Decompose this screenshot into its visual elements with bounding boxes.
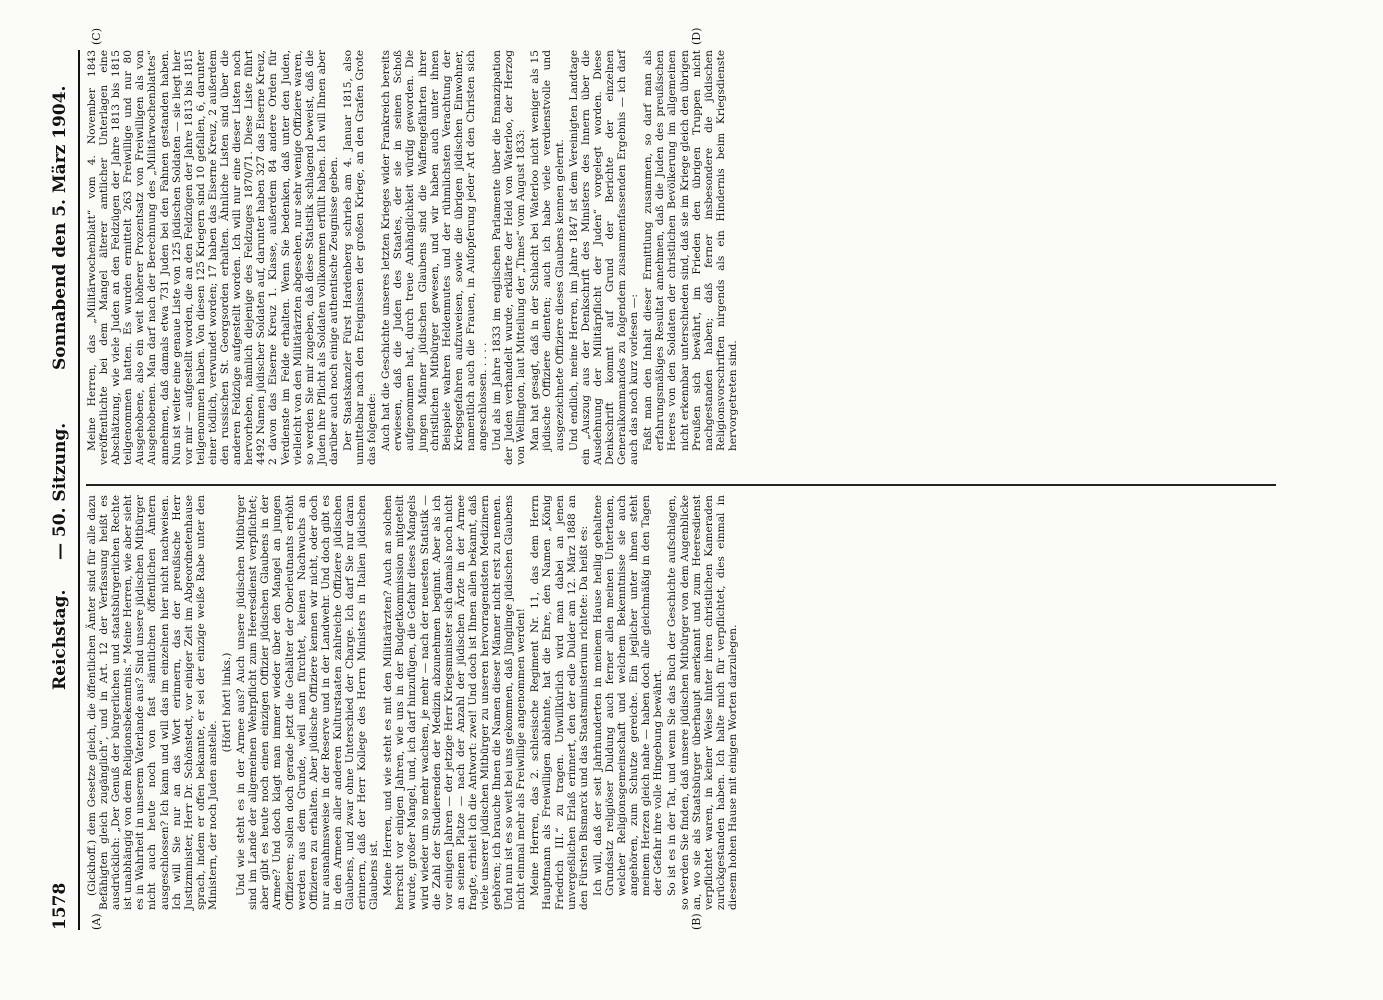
header-session: — 50. Sitzung. [50, 422, 70, 560]
paragraph: Der Staatskanzler Fürst Hardenberg schrieb am 4. Januar 1815, also unmittelbar nach den Ereignissen der großen Kriege, an den Grafen Grote das folgende: [341, 50, 379, 465]
paragraph: Meine Herren, und wie steht es mit den Militärärzten? Auch an solchen herrscht vor einigen Jahren, wie uns in der Budgetkommission mitgeteilt wurde, großer Mangel, und, ich darf hinzufügen, die Gefahr dieses Mangels wird wieder um so mehr wachsen, je mehr — nach der neuesten Statistik — die Zahl der Studierenden der Medizin abzunehmen beginnt. Aber als ich vor einigen Jahren — der jetzige Herr Kriegsminister sich damals noch nicht an seinem Platze — nach der Anzahl der jüdischen Ärzte in der Armee fragte, erhielt ich die Antwort: zwei! Und doch ist Ihnen allen bekannt, daß viele unserer jüdischen Mitbürger zu unseren hervorragendsten Medizinern gehören; ich brauche Ihnen die Namen dieser Männer nicht erst zu nennen. Und nun ist es so weit bei uns gekommen, daß Jünglinge jüdischen Glaubens nicht einmal mehr als Freiwillige angenommen werden! [382, 495, 528, 910]
interjection: (Hört! hört! links.) [221, 652, 234, 753]
quotation: Man hat gesagt, daß in der Schlacht bei Waterloo nicht weniger als 15 jüdische Offiziere dienten; auch ich habe viele verdienstvolle und ausgezeichnete Offiziere dieses Glaubens kennen gelernt. [529, 50, 566, 451]
column-divider [86, 484, 1276, 486]
header-body: Reichstag. [50, 589, 70, 690]
quotation: Auch hat die Geschichte unseres letzten Krieges wider Frankreich bereits erwiesen, daß die Juden des Staates, der sie in seinen Schoß aufgenommen hat, durch treue Anhänglichkeit würdig geworden. Die jungen Männer jüdischen Glaubens sind die Waffengefährten ihrer christlichen Mitbürger gewesen, und wir haben auch unter ihnen Beispiele wahren Heldenmutes und der rühmlichsten Verachtung der Kriegsgefahren aufzuweisen, sowie die übrigen jüdischen Einwohner, namentlich auch die Frauen, in Aufopferung jeder Art den Christen sich angeschlossen. . . . . [380, 50, 489, 451]
page-header [50, 50, 74, 930]
margin-mark-a: (A) [90, 913, 103, 930]
right-column [86, 50, 741, 465]
paragraph: (Gickhoff.) dem Gesetze gleich, die öffentlichen Ämter sind für alle dazu Befähigten gleich zugänglich“, und in Art. 12 der Verfassung heißt es ausdrücklich: „Der Genuß der bürgerlichen und staatsbürgerlichen Rechte ist unabhängig von dem Religionsbekenntnis.“ Meine Herren, wie aber sieht es in Wahrheit in unserem Vaterlande aus? Sind unsere jüdischen Mitbürger nicht auch heute noch von fast sämtlichen öffentlichen Ämtern ausgeschlossen? Ich kann und will das im einzelnen hier nicht nachweisen. Ich will Sie nur an das Wort erinnern, das der preußische Herr Justizminister, Herr Dr. Schönstedt, vor einiger Zeit im Abgeordnetenhause sprach, indem er offen bekannte, er sei der einzige weiße Rabe unter den Ministern, der noch Juden anstelle. [86, 495, 219, 910]
margin-mark-c: (C) [90, 28, 103, 45]
paragraph: So ist es in der Tat, und wenn Sie das Buch der Geschichte aufschlagen, so werden Sie finden, daß unsere jüdischen Mitbürger von dem Augenblicke an, wo sie als Staatsbürger überhaupt anerkannt und zum Heeresdienst verpflichtet waren, in keiner Weise hinter ihren christlichen Kameraden zurückgestanden haben. Ich halte mich für verpflichtet, dies einmal in diesem hohen Hause mit einigen Worten darzulegen. [666, 495, 739, 910]
quotation: Faßt man den Inhalt dieser Ermittlung zusammen, so darf man als erfahrungsmäßiges Resultat annehmen, daß die Juden des preußischen Heeres von den Soldaten der christlichen Bevölkerung im allgemeinen nicht erkennbar unterschieden sind, daß sie im Kriege gleich den übrigen Preußen sich bewährt, im Frieden den übrigen Truppen nicht nachgestanden haben; daß ferner insbesondere die jüdischen Religionsvorschriften nirgends als ein Hindernis beim Kriegsdienste hervorgetreten sind. [642, 50, 739, 451]
paragraph: Und als im Jahre 1833 im englischen Parlamente über die Emanzipation der Juden verhandelt wurde, erklärte der Held von Waterloo, der Herzog von Wellington, laut Mitteilung der „Times“ vom August 1833: [491, 50, 528, 465]
paragraph: Meine Herren, das „Militärwochenblatt“ vom 4. November 1843 veröffentlichte bei dem Mangel älterer amtlicher Unterlagen eine Abschätzung, wie viele Juden an den Feldzügen der Jahre 1813 bis 1815 teilgenommen hatten. Es wurden ermittelt 263 Freiwillige und nur 80 Ausgehobene, also ein weit höherer Prozentsatz von Freiwilligen als von Ausgehobenen. Man darf nach der Berechnung des „Militärwochenblattes“ annehmen, daß damals etwa 731 Juden bei den Fahnen gestanden haben. Nun ist weiter eine genaue Liste von 125 jüdischen Soldaten — sie liegt hier vor mir — aufgestellt worden, die an den Feldzügen der Jahre 1813 bis 1815 teilgenommen haben. Von diesen 125 Kriegern sind 10 gefallen, 6, darunter einer tödlich, verwundet worden; 17 haben das Eiserne Kreuz, 2 außerdem den russischen St. Georgsorden erhalten. Ähnliche Listen sind über die anderen Feldzüge aufgestellt worden. Ich will nur eine dieser Listen noch hervorheben, nämlich diejenige des Feldzuges 1870/71. Diese Liste führt 4492 Namen jüdischer Soldaten auf, darunter haben 327 das Eiserne Kreuz, 2 davon das Eiserne Kreuz 1. Klasse, außerdem 84 andere Orden für Verdienste im Felde erhalten. Wenn Sie bedenken, daß unter den Juden, vielleicht von den Militärärzten abgesehen, nur sehr wenige Offiziere waren, so werden Sie mir zugeben, daß diese Statistik schlagend beweist, daß die Juden ihre Pflicht als Soldaten vollkommen erfüllt haben. Ich will Ihnen aber darüber auch noch einige authentische Zeugnisse geben. [86, 50, 340, 465]
paragraph: Und wie steht es in der Armee aus? Auch unsere jüdischen Mitbürger sind im Lande der allgemeinen Wehrpflicht zum Heeresdienst verpflichtet; aber gibt es heute noch einen einzigen Offizier jüdischen Glaubens in der Armee? Und doch klagt man immer wieder über den Mangel an jungen Offizieren; sollen doch gerade jetzt die Gehälter der Oberleutnants erhöht werden aus dem Grunde, weil man fürchtet, keinen Nachwuchs an Offizieren zu erhalten. Aber jüdische Offiziere kennen wir nicht, oder doch nur ausnahmsweise in der Reserve und in der Landwehr. Und doch gibt es in den Armeen aller anderen Kulturstaaten zahlreiche Offiziere jüdischen Glaubens, und zwar ohne Unterschied der Charge. Ich darf Sie nur daran erinnern, daß der Herr Kollege des Herrn Ministers in Italien jüdischen Glaubens ist. [235, 495, 381, 910]
header-rule [78, 50, 80, 930]
quotation: Ich will, daß der seit Jahrhunderten in meinem Hause heilig gehaltene Grundsatz religiöser Duldung auch ferner allen meinen Untertanen, welcher Religionsgemeinschaft und welchem Bekenntnisse sie auch angehören, zum Schutze gereiche. Ein jeglicher unter ihnen steht meinem Herzen gleich nahe — haben doch alle gleichmäßig in den Tagen der Gefahr ihre volle Hingebung bewährt. [591, 495, 665, 896]
paragraph: Und endlich, meine Herren, im Jahre 1847 ist dem Vereinigten Landtage ein „Auszug aus der Denkschrift des Ministers des Innern über die Ausdehnung der Militärpflicht der Juden“ vorgelegt worden. Diese Denkschrift kommt auf Grund der Berichte der einzelnen Generalkommandos zu folgendem zusammenfassenden Ergebnis — ich darf auch das noch kurz vorlesen —: [567, 50, 641, 465]
margin-mark-b: (B) [690, 913, 703, 930]
left-column [86, 495, 741, 910]
header-date: Sonnabend den 5. März 1904. [50, 85, 70, 370]
page-number: 1578 [50, 882, 70, 930]
margin-mark-d: (D) [690, 27, 703, 45]
paragraph: Meine Herren, das 2. schlesische Regiment Nr. 11, das dem Herrn Hauptmann als Freiwilligen ablehnte, hat die Ehre, den Namen „König Friedrich III.“ zu tragen. Unwillkürlich wird man dabei an jenen unvergeßlichen Erlaß erinnert, den der edle Dulder am 12. März 1888 an den Fürsten Bismarck und das Staatsministerium richtete: Da heißt es: [529, 495, 590, 910]
